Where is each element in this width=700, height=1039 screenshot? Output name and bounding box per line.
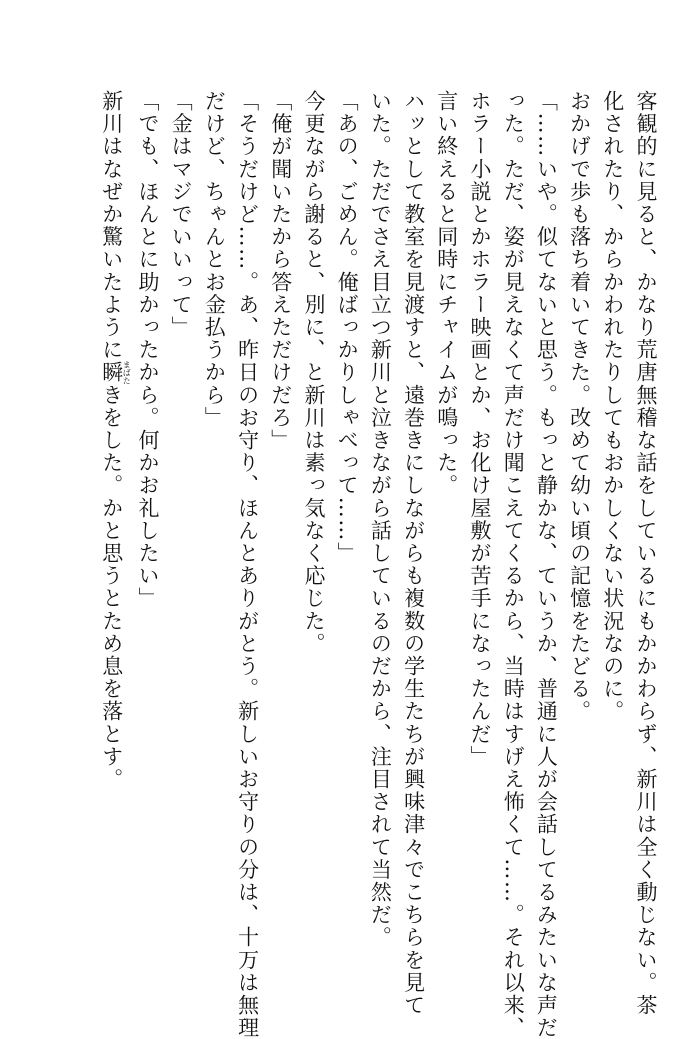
text-line-15: 「金はマジでいいって」 <box>169 90 194 339</box>
text-line-8: ハッとして教室を見渡すと、遠巻きにしながらも複数の学生たちが興味津々でこちらを見て <box>401 90 426 1017</box>
text-line-5: った。ただ、姿が見えなくて声だけ聞こえてくるから、当時はすげえ怖くて……。それ以来、 <box>501 90 526 1039</box>
text-line-14: だけど、ちゃんとお金払うから」 <box>202 90 227 429</box>
vertical-text-body <box>95 90 662 1039</box>
text-line-11: 今更ながら謝ると、別に、と新川は素っ気なく応じた。 <box>301 90 326 655</box>
text-line-16: 「でも、ほんとに助かったから。何かお礼したい」 <box>135 90 160 610</box>
text-line-3: おかげで歩も落ち着いてきた。改めて幼い頃の記憶をたどる。 <box>567 90 592 723</box>
text-line-13: 「そうだけど……。あ、昨日のお守り、ほんとありがとう。新しいお守りの分は、十万は無理 <box>235 90 260 1039</box>
text-line-10: 「あの、ごめん。俺ばっかりしゃべって……」 <box>335 90 360 565</box>
text-line-1: 客観的に見ると、かなり荒唐無稽な話をしているにもかかわらず、新川は全く動じない。茶 <box>634 90 658 1017</box>
text-line-6: ホラー小説とかホラー映画とか、お化け屋敷が苦手になったんだ」 <box>467 90 492 768</box>
text-line-4: 「……いや。似てないと思う。もっと静かな、ていうか、普通に人が会話してるみたいな声だ <box>534 90 559 1039</box>
ruby-reading-text: まばた <box>122 360 132 385</box>
text-line-2: 化されたり、からかわれたりしてもおかしくない状況なのに。 <box>600 90 625 723</box>
text-line-17 <box>95 90 131 970</box>
text-line-12: 「俺が聞いたから答えただけだろ」 <box>268 90 293 452</box>
text-line-17-before: 新川はなぜか驚いたように <box>99 90 124 362</box>
text-line-9: いた。ただでさえ目立つ新川と泣きながら話しているのだから、注目されて当然だ。 <box>368 90 393 949</box>
text-line-7: 言い終えると同時にチャイムが鳴った。 <box>434 90 459 497</box>
text-line-17-after: きをした。かと思うとため息を落とす。 <box>99 383 124 791</box>
ruby-base-text: 瞬 <box>99 360 124 385</box>
ruby-annotation <box>99 360 132 385</box>
